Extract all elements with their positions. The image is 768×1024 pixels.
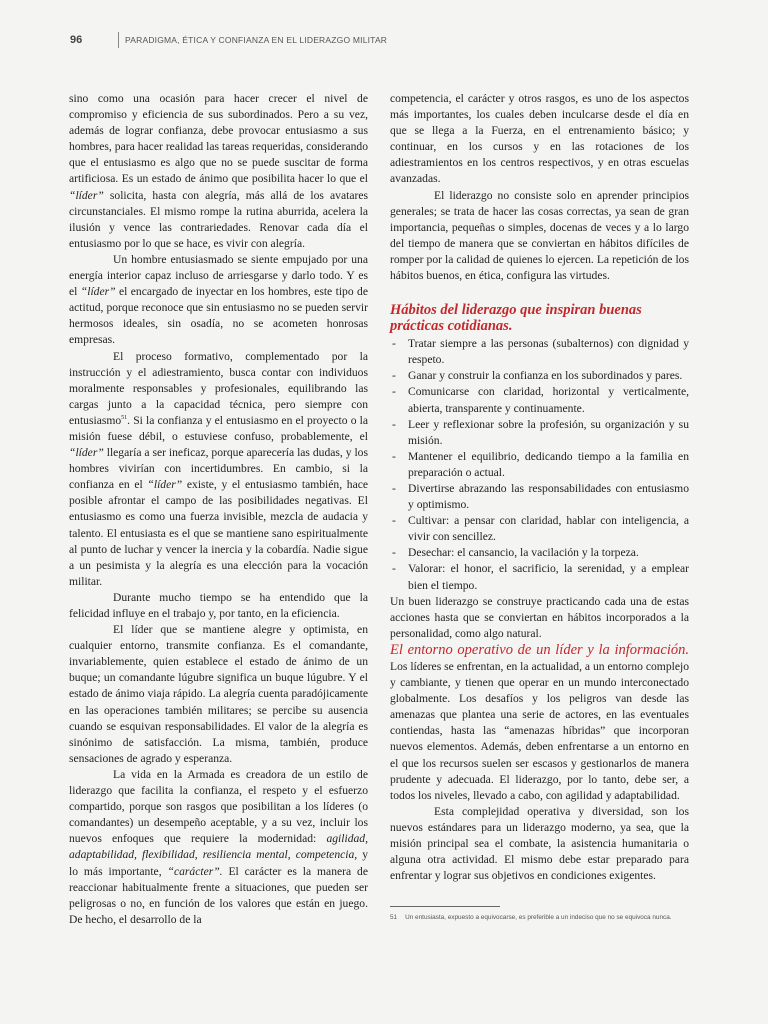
paragraph: Un hombre entusiasmado se siente empujado por una energía interior capaz incluso de arriesgarse y darlo todo. Y es el “líder” el encargado de inyectar en los hombres, este tipo de actitud, porque reconoce que sin entusiasmo no se pueden servir hermosos ideales, sin osadía, no se acometen honrosas empresas. (69, 252, 368, 347)
footnote-ref[interactable]: 51 (121, 415, 128, 422)
left-column (69, 91, 368, 928)
paragraph: Durante mucho tiempo se ha entendido que la felicidad influye en el trabajo y, por tanto, en la eficiencia. (69, 590, 368, 620)
list-item: - Tratar siempre a las personas (subalternos) con dignidad y respeto. (390, 336, 689, 368)
list-item: - Cultivar: a pensar con claridad, hablar con inteligencia, a vivir con sencillez. (390, 513, 689, 545)
paragraph: La vida en la Armada es creadora de un estilo de liderazgo que facilita la confianza, el respeto y el esfuerzo compartido, porque son rasgos que posibilitan a los líderes (o comandantes) un desempeño aceptable, y a su vez, incluir los nuevos enfoques que requiere la modernidad: agilidad, adaptabilidad, flexibilidad, resiliencia mental, competencia, y lo más importante, “carácter”. El carácter es la manera de reaccionar habitualmente frente a situaciones, que pueden ser peligrosas o no, en función de los valores que están en juego. De hecho, el desarrollo de la (69, 767, 369, 926)
footnote-text: Un entusiasta, expuesto a equivocarse, es preferible a un indeciso que no se equivoca nunca. (405, 914, 672, 921)
right-column (390, 91, 689, 884)
section-heading: El entorno operativo de un líder y la información. (390, 641, 689, 658)
list-item: - Valorar: el honor, el sacrificio, la serenidad, y a emplear bien el tiempo. (390, 561, 689, 593)
paragraph: El proceso formativo, complementado por la instrucción y el adiestramiento, busca contar con individuos moralmente responsables y profesionales, equilibrando las cargas junto a la capacidad técnica, pero siempre con entusiasmo$^{51}$. Si la confianza y el entusiasmo en el proyecto o la misión fuese débil, o estuviese confuso, probablemente, el “líder” llegaría a ser ineficaz, porque aparecería las dudas, y los hombres vivirían con incertidumbres. En cambio, si la confianza en el “líder” existe, y el entusiasmo también, hace posible afrontar el campo de las posibilidades negativas. El entusiasmo es como una fuerza invisible, mezcla de audacia y talento. El entusiasta es el que se mantiene sano espiritualmente al punto de luchar y vencer la inercia y la cobardía. Nadie sigue a un pesimista y la alegría es una elección para la vocación militar. (69, 349, 369, 588)
list-item: - Divertirse abrazando las responsabilidades con entusiasmo y optimismo. (390, 481, 689, 513)
paragraph: sino como una ocasión para hacer crecer el nivel de compromiso y eficiencia de sus subordinados. Pero a su vez, además de lograr confianza, debe provocar entusiasmo a sus hombres, para hacer realidad las tareas requeridas, considerando que el entusiasmo es algo que no se puede suscitar de forma artificiosa. Es un estado de ánimo que posibilita hacer lo que el “líder” solicita, hasta con alegría, más allá de los avatares circunstanciales. El mismo rompe la rutina aburrida, acelera la ilusión y vence las contrariedades. Renovar cada día el entusiasmo por lo que se hace, es vivir con alegría. (69, 92, 368, 250)
list-item: - Desechar: el cansancio, la vacilación y la torpeza. (390, 545, 689, 561)
header-divider (118, 32, 119, 48)
paragraph: Un buen liderazgo se construye practicando cada una de estas acciones hasta que se conviertan en hábitos incorporados a la personalidad, como algo natural. (390, 594, 689, 640)
list-item: - Ganar y construir la confianza en los subordinados y pares. (390, 368, 689, 384)
page-header (70, 30, 738, 50)
list-item: - Comunicarse con claridad, horizontal y verticalmente, abierta, transparente y continuamente. (390, 384, 689, 416)
list-item: - Mantener el equilibrio, dedicando tiempo a la familia en preparación o actual. (390, 449, 689, 481)
paragraph: El liderazgo no consiste solo en aprender principios generales; se trata de hacer las cosas correctas, ya sean de gran importancia, pequeñas o simples, docenas de veces y a lo largo del tiempo de manera que se conviertan en hábitos difíciles de romper por la calidad de quienes lo ejercen. La repetición de los hábitos buenos, en ética, configura las virtudes. (390, 188, 689, 283)
paragraph: El líder que se mantiene alegre y optimista, en cualquier entorno, transmite confianza. Es el comandante, invariablemente, quien establece el estado de ánimo de un buque; un comandante lúgubre significa un buque lúgubre. Y el estado de ánimo viaja rápido. La alegría cuenta paradójicamente en las operaciones también militares; se percibe su ausencia cuando se esquivan responsabilidades. El valor de la alegría es sinónimo de satisfacción. La misma, también, produce sensaciones de agrado y esperanza. (69, 623, 368, 765)
habits-list (390, 336, 689, 594)
paragraph: El entorno operativo de un líder y la información. Los líderes se enfrentan, en la actualidad, a un entorno complejo y cambiante, y tienen que operar en un mundo interconectado globalmente. Los desafíos y los peligros van desde las amenazas que plantea una serie de actores, en las eventuales contiendas, hasta las “amenazas híbridas” que incorporan nuevos elementos. Además, deben enfrentarse a un entorno en el que los recursos suelen ser escasos y gestionarlos de manera prudente y adecuada. El liderazgo, por lo tanto, debe ser, a todos los niveles, llevado a cabo, con agilidad y adaptabilidad. (390, 641, 689, 802)
footnote (390, 906, 689, 922)
footnote-rule (390, 906, 500, 907)
running-title: PARADIGMA, ÉTICA Y CONFIANZA EN EL LIDERAZGO MILITAR (125, 35, 388, 45)
list-item: - Leer y reflexionar sobre la profesión, su organización y su misión. (390, 417, 689, 449)
footnote-number: 51 (390, 914, 398, 921)
paragraph: Esta complejidad operativa y diversidad, son los nuevos estándares para un liderazgo moderno, ya sea, que la misión principal sea el combate, la asistencia humanitaria o alguna otra actividad. El mismo debe estar preparado para enfrentar y lograr sus objetivos en condiciones exigentes. (390, 804, 689, 883)
page-number: 96 (70, 34, 83, 46)
paragraph: competencia, el carácter y otros rasgos, es uno de los aspectos más importantes, los cuales deben inculcarse desde el día en que se llega a la Fuerza, en el entrenamiento básico; y continuar, en los cursos y en las rotaciones de los adiestramientos en los centros respectivos, y en otras escuelas avanzadas. (390, 92, 689, 186)
section-heading: Hábitos del liderazgo que inspiran buenas prácticas cotidianas. (390, 302, 642, 335)
